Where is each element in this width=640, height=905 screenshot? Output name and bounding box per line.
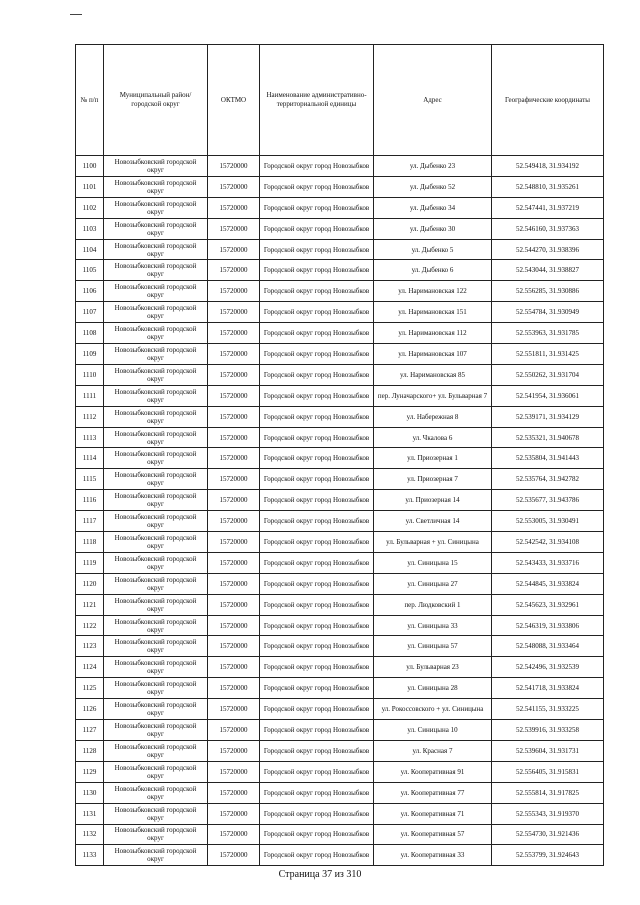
cell-number: 1114	[76, 448, 104, 469]
cell-number: 1106	[76, 281, 104, 302]
cell-address: пер. Людковский 1	[374, 594, 492, 615]
table-row	[76, 845, 604, 866]
cell-address: ул. Бульварная 23	[374, 657, 492, 678]
cell-coords: 52.555343, 31.919370	[492, 803, 604, 824]
cell-municipality: Новозыбковский городской округ	[104, 782, 208, 803]
table-row	[76, 406, 604, 427]
table-row	[76, 344, 604, 365]
cell-address: ул. Кооперативная 71	[374, 803, 492, 824]
cell-coords: 52.535764, 31.942782	[492, 469, 604, 490]
cell-number: 1127	[76, 720, 104, 741]
cell-coords: 52.543044, 31.938827	[492, 260, 604, 281]
cell-coords: 52.542496, 31.932539	[492, 657, 604, 678]
table-row	[76, 260, 604, 281]
header-oktmo: ОКТМО	[208, 45, 260, 156]
cell-address: ул. Синицына 15	[374, 552, 492, 573]
cell-oktmo: 15720000	[208, 156, 260, 177]
table-row	[76, 573, 604, 594]
table-row	[76, 699, 604, 720]
cell-municipality: Новозыбковский городской округ	[104, 490, 208, 511]
cell-number: 1129	[76, 761, 104, 782]
table-row	[76, 364, 604, 385]
table-row	[76, 761, 604, 782]
cell-address: ул. Красная 7	[374, 740, 492, 761]
cell-unit: Городской округ город Новозыбков	[260, 448, 374, 469]
cell-oktmo: 15720000	[208, 239, 260, 260]
cell-address: ул. Синицына 27	[374, 573, 492, 594]
cell-unit: Городской округ город Новозыбков	[260, 385, 374, 406]
cell-oktmo: 15720000	[208, 594, 260, 615]
cell-unit: Городской округ город Новозыбков	[260, 678, 374, 699]
cell-coords: 52.553005, 31.930491	[492, 511, 604, 532]
cell-unit: Городской округ город Новозыбков	[260, 364, 374, 385]
cell-coords: 52.543433, 31.933716	[492, 552, 604, 573]
cell-unit: Городской округ город Новозыбков	[260, 197, 374, 218]
cell-number: 1113	[76, 427, 104, 448]
cell-address: ул. Светличная 14	[374, 511, 492, 532]
cell-unit: Городской округ город Новозыбков	[260, 323, 374, 344]
table-row	[76, 218, 604, 239]
cell-oktmo: 15720000	[208, 699, 260, 720]
cell-address: ул. Наримановская 112	[374, 323, 492, 344]
cell-unit: Городской округ город Новозыбков	[260, 511, 374, 532]
cell-oktmo: 15720000	[208, 532, 260, 553]
cell-municipality: Новозыбковский городской округ	[104, 678, 208, 699]
cell-unit: Городской округ город Новозыбков	[260, 490, 374, 511]
cell-address: ул. Дыбенко 23	[374, 156, 492, 177]
table-row	[76, 469, 604, 490]
cell-number: 1123	[76, 636, 104, 657]
cell-unit: Городской округ город Новозыбков	[260, 720, 374, 741]
table-row	[76, 490, 604, 511]
cell-municipality: Новозыбковский городской округ	[104, 260, 208, 281]
cell-oktmo: 15720000	[208, 281, 260, 302]
table-row	[76, 532, 604, 553]
cell-address: ул. Чкалова 6	[374, 427, 492, 448]
cell-oktmo: 15720000	[208, 385, 260, 406]
table-row	[76, 239, 604, 260]
cell-address: ул. Кооперативная 91	[374, 761, 492, 782]
table-row	[76, 594, 604, 615]
table-row	[76, 323, 604, 344]
cell-address: ул. Дыбенко 6	[374, 260, 492, 281]
cell-unit: Городской округ город Новозыбков	[260, 260, 374, 281]
cell-number: 1111	[76, 385, 104, 406]
table-body	[76, 156, 604, 866]
cell-oktmo: 15720000	[208, 176, 260, 197]
table-row	[76, 636, 604, 657]
cell-address: ул. Рокоссовского + ул. Синицына	[374, 699, 492, 720]
header-municipality: Муниципальный район/городской округ	[104, 45, 208, 156]
cell-unit: Городской округ город Новозыбков	[260, 761, 374, 782]
cell-oktmo: 15720000	[208, 740, 260, 761]
cell-coords: 52.544270, 31.938396	[492, 239, 604, 260]
cell-oktmo: 15720000	[208, 490, 260, 511]
table-row	[76, 720, 604, 741]
cell-number: 1124	[76, 657, 104, 678]
points-table	[75, 44, 604, 866]
cell-unit: Городской округ город Новозыбков	[260, 156, 374, 177]
cell-coords: 52.535804, 31.941443	[492, 448, 604, 469]
cell-municipality: Новозыбковский городской округ	[104, 761, 208, 782]
cell-municipality: Новозыбковский городской округ	[104, 511, 208, 532]
cell-coords: 52.553963, 31.931785	[492, 323, 604, 344]
cell-number: 1126	[76, 699, 104, 720]
cell-number: 1107	[76, 302, 104, 323]
cell-coords: 52.555814, 31.917825	[492, 782, 604, 803]
table-row	[76, 740, 604, 761]
header-num: № п/п	[76, 45, 104, 156]
cell-address: ул. Приозерная 1	[374, 448, 492, 469]
cell-coords: 52.551811, 31.931425	[492, 344, 604, 365]
cell-address: ул. Синицына 28	[374, 678, 492, 699]
cell-coords: 52.539171, 31.934129	[492, 406, 604, 427]
cell-oktmo: 15720000	[208, 218, 260, 239]
cell-address: ул. Дыбенко 5	[374, 239, 492, 260]
cell-number: 1103	[76, 218, 104, 239]
cell-oktmo: 15720000	[208, 406, 260, 427]
cell-number: 1125	[76, 678, 104, 699]
cell-oktmo: 15720000	[208, 657, 260, 678]
cell-oktmo: 15720000	[208, 636, 260, 657]
cell-coords: 52.541718, 31.933824	[492, 678, 604, 699]
cell-municipality: Новозыбковский городской округ	[104, 385, 208, 406]
cell-coords: 52.541954, 31.936061	[492, 385, 604, 406]
cell-coords: 52.542542, 31.934108	[492, 532, 604, 553]
cell-coords: 52.546319, 31.933806	[492, 615, 604, 636]
cell-oktmo: 15720000	[208, 761, 260, 782]
cell-municipality: Новозыбковский городской округ	[104, 156, 208, 177]
cell-oktmo: 15720000	[208, 782, 260, 803]
cell-municipality: Новозыбковский городской округ	[104, 740, 208, 761]
cell-number: 1109	[76, 344, 104, 365]
table-row	[76, 782, 604, 803]
cell-municipality: Новозыбковский городской округ	[104, 427, 208, 448]
table-row	[76, 615, 604, 636]
cell-coords: 52.554730, 31.921436	[492, 824, 604, 845]
cell-number: 1133	[76, 845, 104, 866]
cell-number: 1115	[76, 469, 104, 490]
cell-coords: 52.539916, 31.933258	[492, 720, 604, 741]
cell-municipality: Новозыбковский городской округ	[104, 720, 208, 741]
cell-municipality: Новозыбковский городской округ	[104, 552, 208, 573]
cell-unit: Городской округ город Новозыбков	[260, 532, 374, 553]
cell-number: 1101	[76, 176, 104, 197]
cell-coords: 52.545623, 31.932961	[492, 594, 604, 615]
cell-unit: Городской округ город Новозыбков	[260, 469, 374, 490]
cell-coords: 52.549418, 31.934192	[492, 156, 604, 177]
cell-municipality: Новозыбковский городской округ	[104, 239, 208, 260]
table-row	[76, 657, 604, 678]
cell-coords: 52.541155, 31.933225	[492, 699, 604, 720]
cell-municipality: Новозыбковский городской округ	[104, 573, 208, 594]
cell-number: 1104	[76, 239, 104, 260]
cell-unit: Городской округ город Новозыбков	[260, 281, 374, 302]
cell-coords: 52.544845, 31.933824	[492, 573, 604, 594]
table-row	[76, 156, 604, 177]
cell-coords: 52.556405, 31.915831	[492, 761, 604, 782]
cell-number: 1102	[76, 197, 104, 218]
cell-municipality: Новозыбковский городской округ	[104, 218, 208, 239]
cell-coords: 52.554784, 31.930949	[492, 302, 604, 323]
cell-number: 1120	[76, 573, 104, 594]
table-row	[76, 281, 604, 302]
cell-municipality: Новозыбковский городской округ	[104, 323, 208, 344]
page-number: Страница 37 из 310	[278, 869, 362, 880]
cell-unit: Городской округ город Новозыбков	[260, 636, 374, 657]
cell-municipality: Новозыбковский городской округ	[104, 803, 208, 824]
cell-unit: Городской округ город Новозыбков	[260, 344, 374, 365]
cell-oktmo: 15720000	[208, 302, 260, 323]
cell-unit: Городской округ город Новозыбков	[260, 845, 374, 866]
header-address: Адрес	[374, 45, 492, 156]
cell-municipality: Новозыбковский городской округ	[104, 406, 208, 427]
cell-municipality: Новозыбковский городской округ	[104, 657, 208, 678]
cell-address: ул. Синицына 33	[374, 615, 492, 636]
cell-address: ул. Дыбенко 34	[374, 197, 492, 218]
cell-unit: Городской округ город Новозыбков	[260, 657, 374, 678]
cell-municipality: Новозыбковский городской округ	[104, 302, 208, 323]
cell-coords: 52.556285, 31.930886	[492, 281, 604, 302]
cell-oktmo: 15720000	[208, 364, 260, 385]
cell-oktmo: 15720000	[208, 427, 260, 448]
cell-coords: 52.546160, 31.937363	[492, 218, 604, 239]
cell-address: ул. Приозерная 7	[374, 469, 492, 490]
table-row	[76, 197, 604, 218]
table-row	[76, 824, 604, 845]
cell-number: 1122	[76, 615, 104, 636]
cell-coords: 52.535677, 31.943786	[492, 490, 604, 511]
cell-unit: Городской округ город Новозыбков	[260, 302, 374, 323]
cell-municipality: Новозыбковский городской округ	[104, 197, 208, 218]
cell-oktmo: 15720000	[208, 615, 260, 636]
cell-oktmo: 15720000	[208, 260, 260, 281]
cell-oktmo: 15720000	[208, 573, 260, 594]
cell-municipality: Новозыбковский городской округ	[104, 824, 208, 845]
cell-address: ул. Кооперативная 57	[374, 824, 492, 845]
cell-municipality: Новозыбковский городской округ	[104, 364, 208, 385]
table-header-row	[76, 45, 604, 156]
cell-unit: Городской округ город Новозыбков	[260, 239, 374, 260]
cell-unit: Городской округ город Новозыбков	[260, 594, 374, 615]
cell-address: ул. Набережная 8	[374, 406, 492, 427]
cell-number: 1112	[76, 406, 104, 427]
table-row	[76, 176, 604, 197]
cell-unit: Городской округ город Новозыбков	[260, 803, 374, 824]
cell-municipality: Новозыбковский городской округ	[104, 281, 208, 302]
cell-municipality: Новозыбковский городской округ	[104, 845, 208, 866]
cell-address: ул. Синицына 10	[374, 720, 492, 741]
cell-unit: Городской округ город Новозыбков	[260, 824, 374, 845]
cell-unit: Городской округ город Новозыбков	[260, 552, 374, 573]
cell-address: ул. Наримановская 151	[374, 302, 492, 323]
cell-unit: Городской округ город Новозыбков	[260, 218, 374, 239]
cell-municipality: Новозыбковский городской округ	[104, 344, 208, 365]
header-unit: Наименование административно-территориальной единицы	[260, 45, 374, 156]
cell-number: 1100	[76, 156, 104, 177]
cell-number: 1116	[76, 490, 104, 511]
cell-coords: 52.548810, 31.935261	[492, 176, 604, 197]
cell-unit: Городской округ город Новозыбков	[260, 740, 374, 761]
cell-oktmo: 15720000	[208, 824, 260, 845]
top-rule	[70, 14, 82, 15]
cell-address: пер. Луначарского+ ул. Бульварная 7	[374, 385, 492, 406]
cell-address: ул. Наримановская 85	[374, 364, 492, 385]
cell-oktmo: 15720000	[208, 803, 260, 824]
cell-oktmo: 15720000	[208, 344, 260, 365]
table-row	[76, 427, 604, 448]
cell-municipality: Новозыбковский городской округ	[104, 176, 208, 197]
cell-oktmo: 15720000	[208, 678, 260, 699]
cell-number: 1128	[76, 740, 104, 761]
table-row	[76, 552, 604, 573]
cell-address: ул. Наримановская 107	[374, 344, 492, 365]
cell-number: 1108	[76, 323, 104, 344]
cell-number: 1132	[76, 824, 104, 845]
cell-number: 1119	[76, 552, 104, 573]
table-row	[76, 511, 604, 532]
table-row	[76, 302, 604, 323]
cell-municipality: Новозыбковский городской округ	[104, 636, 208, 657]
cell-municipality: Новозыбковский городской округ	[104, 469, 208, 490]
cell-coords: 52.539604, 31.931731	[492, 740, 604, 761]
cell-number: 1105	[76, 260, 104, 281]
cell-coords: 52.548088, 31.933464	[492, 636, 604, 657]
cell-coords: 52.547441, 31.937219	[492, 197, 604, 218]
cell-unit: Городской округ город Новозыбков	[260, 782, 374, 803]
cell-coords: 52.535321, 31.940678	[492, 427, 604, 448]
cell-unit: Городской округ город Новозыбков	[260, 176, 374, 197]
cell-address: ул. Кооперативная 33	[374, 845, 492, 866]
cell-oktmo: 15720000	[208, 323, 260, 344]
cell-municipality: Новозыбковский городской округ	[104, 448, 208, 469]
cell-oktmo: 15720000	[208, 469, 260, 490]
cell-oktmo: 15720000	[208, 197, 260, 218]
cell-oktmo: 15720000	[208, 720, 260, 741]
cell-address: ул. Дыбенко 30	[374, 218, 492, 239]
cell-number: 1117	[76, 511, 104, 532]
cell-oktmo: 15720000	[208, 448, 260, 469]
cell-number: 1121	[76, 594, 104, 615]
cell-address: ул. Наримановская 122	[374, 281, 492, 302]
table-row	[76, 385, 604, 406]
cell-number: 1131	[76, 803, 104, 824]
cell-oktmo: 15720000	[208, 511, 260, 532]
cell-municipality: Новозыбковский городской округ	[104, 532, 208, 553]
cell-oktmo: 15720000	[208, 552, 260, 573]
table-row	[76, 448, 604, 469]
cell-unit: Городской округ город Новозыбков	[260, 573, 374, 594]
cell-number: 1118	[76, 532, 104, 553]
cell-municipality: Новозыбковский городской округ	[104, 615, 208, 636]
cell-municipality: Новозыбковский городской округ	[104, 594, 208, 615]
table-row	[76, 678, 604, 699]
cell-number: 1130	[76, 782, 104, 803]
cell-unit: Городской округ город Новозыбков	[260, 699, 374, 720]
cell-unit: Городской округ город Новозыбков	[260, 615, 374, 636]
cell-address: ул. Дыбенко 52	[374, 176, 492, 197]
cell-municipality: Новозыбковский городской округ	[104, 699, 208, 720]
cell-oktmo: 15720000	[208, 845, 260, 866]
cell-address: ул. Кооперативная 77	[374, 782, 492, 803]
table-row	[76, 803, 604, 824]
cell-address: ул. Синицына 57	[374, 636, 492, 657]
header-coords: Географические координаты	[492, 45, 604, 156]
cell-coords: 52.550262, 31.931704	[492, 364, 604, 385]
cell-number: 1110	[76, 364, 104, 385]
cell-coords: 52.553799, 31.924643	[492, 845, 604, 866]
cell-unit: Городской округ город Новозыбков	[260, 406, 374, 427]
cell-address: ул. Бульварная + ул. Синицына	[374, 532, 492, 553]
cell-unit: Городской округ город Новозыбков	[260, 427, 374, 448]
cell-address: ул. Приозерная 14	[374, 490, 492, 511]
